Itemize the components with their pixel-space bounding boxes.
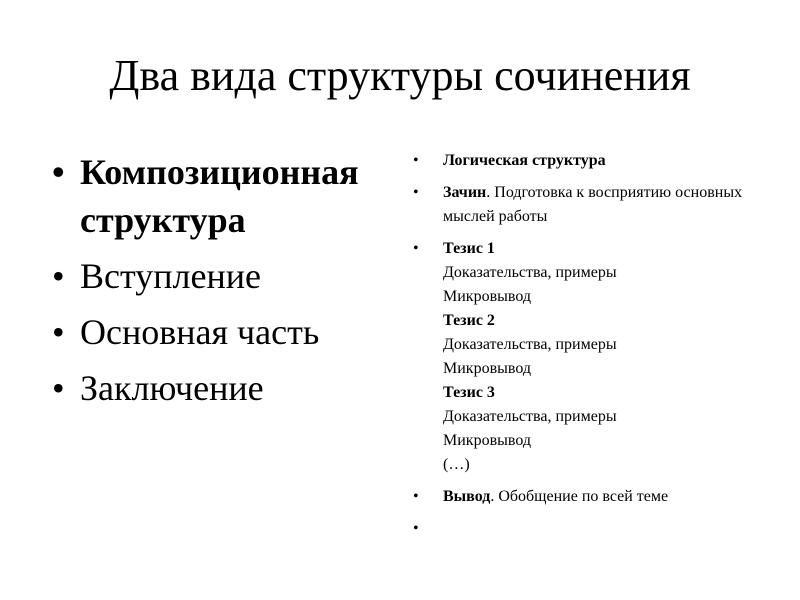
left-column — [52, 148, 392, 420]
bullet-icon: • — [413, 184, 419, 201]
list-item-text: Заключение — [80, 368, 264, 408]
vyvod-label: Вывод — [443, 488, 491, 505]
list-item-text: Основная часть — [80, 312, 320, 352]
zachin-label: Зачин — [443, 184, 487, 201]
zachin-text: . Подготовка к восприятию основных мыслей работы — [443, 184, 743, 225]
vyvod-item — [413, 485, 743, 509]
thesis-evidence: Доказательства, примеры — [443, 408, 617, 425]
right-column — [413, 149, 743, 549]
bullet-icon: • — [52, 312, 65, 352]
logic-heading-text: Логическая структура — [443, 152, 606, 169]
list-item — [52, 308, 392, 356]
composition-heading-text: Композиционная структура — [80, 152, 359, 240]
bullet-icon: • — [52, 256, 65, 296]
thesis-label: Тезис 1 — [443, 240, 495, 257]
ellipsis: (…) — [443, 456, 470, 473]
bullet-icon: • — [413, 520, 419, 537]
thesis-evidence: Доказательства, примеры — [443, 264, 617, 281]
composition-heading — [52, 148, 380, 244]
thesis-evidence: Доказательства, примеры — [443, 336, 617, 353]
bullet-icon: • — [413, 488, 419, 505]
bullet-icon: • — [413, 152, 419, 169]
thesis-conclusion: Микровывод — [443, 288, 531, 305]
thesis-label: Тезис 3 — [443, 384, 495, 401]
bullet-icon: • — [413, 240, 419, 257]
bullet-icon: • — [52, 368, 65, 408]
thesis-label: Тезис 2 — [443, 312, 495, 329]
thesis-conclusion: Микровывод — [443, 432, 531, 449]
list-item — [52, 252, 392, 300]
empty-item — [413, 517, 743, 541]
logic-heading — [413, 149, 743, 173]
list-item — [52, 364, 392, 412]
thesis-conclusion: Микровывод — [443, 360, 531, 377]
list-item-text: Вступление — [80, 256, 261, 296]
slide-title: Два вида структуры сочинения — [109, 51, 691, 100]
zachin-item — [413, 181, 743, 229]
theses-item — [413, 237, 743, 477]
vyvod-text: . Обобщение по всей теме — [490, 488, 669, 505]
empty-item-text — [443, 520, 447, 537]
bullet-icon: • — [52, 152, 65, 192]
